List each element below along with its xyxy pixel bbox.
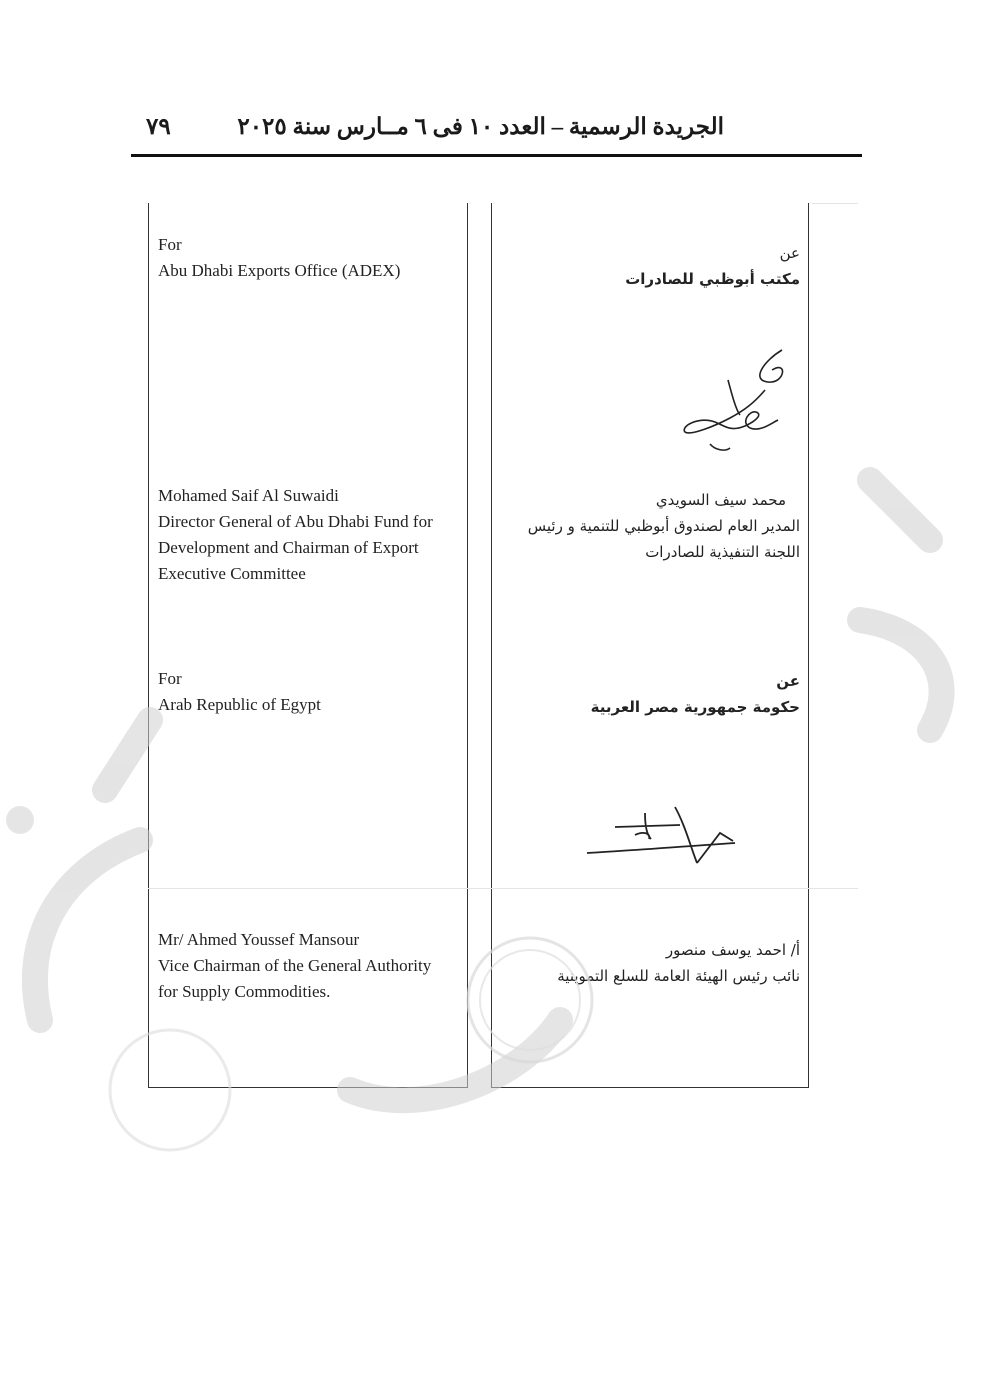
english-signatory1-block <box>158 483 433 587</box>
scan-edge-rule <box>812 203 858 204</box>
english-party2-name: Arab Republic of Egypt <box>158 695 321 714</box>
page-number: ٧٩ <box>146 114 171 139</box>
english-party2-block <box>158 666 321 718</box>
english-signatory2-title-line: Vice Chairman of the General Authority <box>158 956 432 975</box>
english-signatory1-name: Mohamed Saif Al Suwaidi <box>158 486 339 505</box>
english-party2-for: For <box>158 669 182 688</box>
arabic-party2-for: عن <box>776 672 800 690</box>
english-signatory1-title-line: Development and Chairman of Export <box>158 538 419 557</box>
arabic-signatory1-name: محمد سيف السويدي <box>655 491 786 509</box>
arabic-party2-block <box>591 668 800 720</box>
arabic-party2-name: حكومة جمهورية مصر العربية <box>590 698 800 716</box>
signature-2-icon <box>585 805 745 875</box>
signature-1-icon <box>670 340 810 460</box>
arabic-signatory2-name: أ/ احمد يوسف منصور <box>665 941 800 959</box>
gazette-header-title: الجريدة الرسمية – العدد ١٠ فى ٦ مــارس سنة ٢٠٢٥ <box>237 114 724 139</box>
scan-faint-rule <box>148 888 858 889</box>
english-party1-block <box>158 232 400 284</box>
english-signatory2-title-line: for Supply Commodities. <box>158 982 331 1001</box>
arabic-party1-block <box>625 240 800 292</box>
arabic-signatory1-title-line: اللجنة التنفيذية للصادرات <box>645 543 800 561</box>
english-signatory2-block <box>158 927 431 1005</box>
header-divider <box>131 154 862 157</box>
arabic-signatory1-block <box>528 487 800 565</box>
english-party1-for: For <box>158 235 182 254</box>
arabic-signatory2-title-line: نائب رئيس الهيئة العامة للسلع التموينية <box>557 967 800 985</box>
arabic-party1-for: عن <box>779 244 800 262</box>
arabic-party1-name: مكتب أبوظبي للصادرات <box>625 270 800 288</box>
arabic-signatory2-block <box>557 937 800 989</box>
english-signatory2-name: Mr/ Ahmed Youssef Mansour <box>158 930 360 949</box>
english-party1-name: Abu Dhabi Exports Office (ADEX) <box>158 261 401 280</box>
english-signatory1-title-line: Director General of Abu Dhabi Fund for <box>158 512 433 531</box>
english-signatory1-title-line: Executive Committee <box>158 564 306 583</box>
arabic-signatory1-title-line: المدير العام لصندوق أبوظبي للتنمية و رئيس <box>527 517 800 535</box>
